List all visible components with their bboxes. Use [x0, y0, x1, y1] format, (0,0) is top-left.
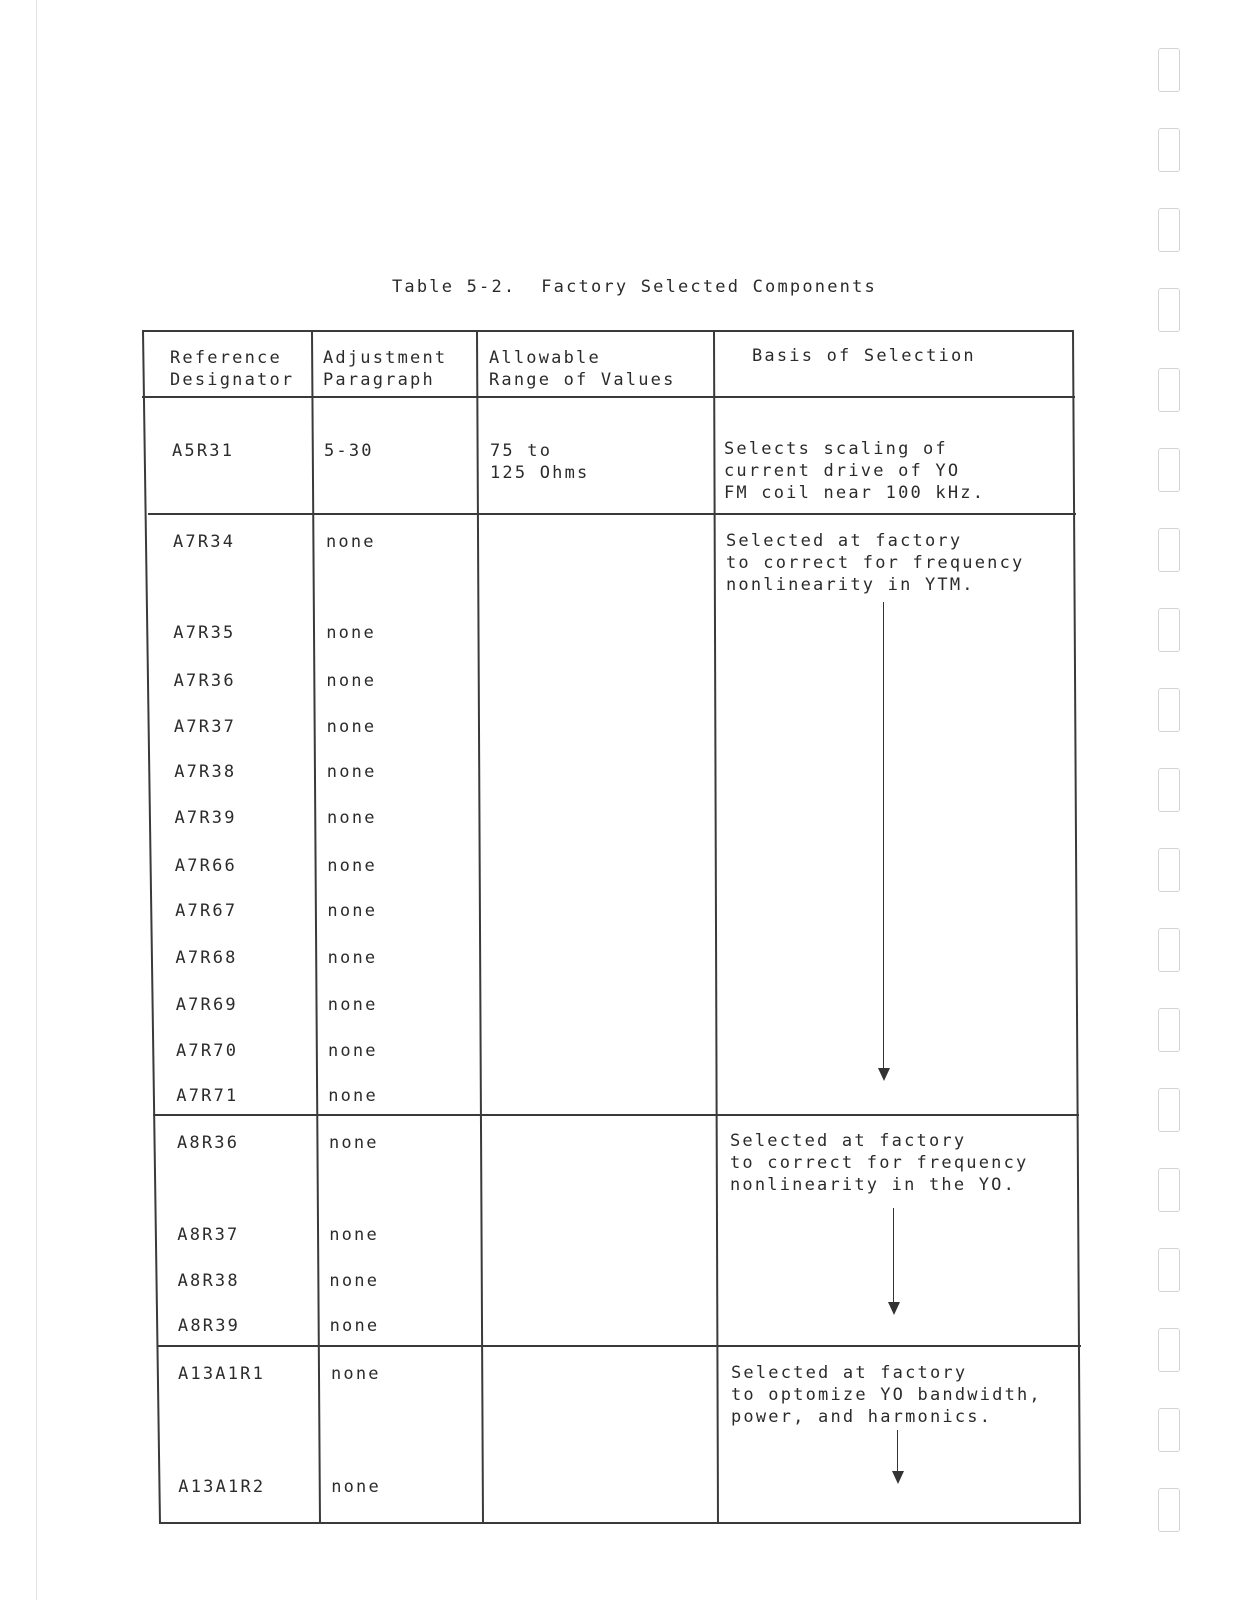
- arrow-group3-head: [888, 1302, 900, 1315]
- adjustment-paragraph-cell: none: [328, 1086, 378, 1106]
- reference-designator-cell: A7R37: [173, 717, 237, 737]
- adjustment-paragraph-cell: none: [327, 901, 378, 921]
- basis-group3: [730, 1130, 1028, 1196]
- basis-g3-line1: Selected at factory: [730, 1131, 967, 1151]
- basis-group2: [726, 530, 1024, 596]
- reference-designator-cell: A7R70: [176, 1041, 239, 1061]
- adjustment-paragraph-cell: none: [329, 1316, 380, 1336]
- adjustment-paragraph-cell: none: [329, 1271, 380, 1291]
- adjustment-paragraph-cell: none: [329, 1133, 379, 1153]
- adjustment-paragraph-cell: none: [326, 532, 376, 552]
- arrow-group2-head: [878, 1068, 890, 1081]
- reference-designator-cell: A8R39: [177, 1316, 241, 1336]
- header-adj-line1: Adjustment: [323, 348, 448, 368]
- adjustment-paragraph-cell: none: [331, 1364, 381, 1384]
- reference-designator-cell: A7R34: [173, 532, 236, 552]
- header-basis-of-selection: Basis of Selection: [752, 346, 976, 366]
- reference-designator-cell: A8R38: [177, 1271, 240, 1291]
- basis-g1-line3: FM coil near 100 kHz.: [724, 483, 986, 503]
- ref-a5r31: A5R31: [172, 441, 235, 461]
- arrow-group4-shaft: [897, 1430, 898, 1472]
- header-ref-line2: Designator: [170, 370, 295, 390]
- header-range-line1: Allowable: [489, 348, 601, 368]
- basis-g1-line2: current drive of YO: [724, 461, 961, 481]
- reference-designator-cell: A13A1R2: [178, 1477, 266, 1497]
- adj-5-30: 5-30: [324, 441, 374, 461]
- reference-designator-cell: A7R71: [176, 1086, 239, 1106]
- adjustment-paragraph-cell: none: [326, 717, 377, 737]
- adjustment-paragraph-cell: none: [326, 762, 377, 782]
- arrow-group2-shaft: [883, 602, 884, 1070]
- reference-designator-cell: A7R35: [173, 623, 236, 643]
- header-adjustment-paragraph: [323, 347, 447, 391]
- reference-designator-cell: A7R68: [175, 948, 238, 968]
- adjustment-paragraph-cell: none: [327, 995, 378, 1015]
- basis-group1: [724, 438, 985, 504]
- basis-group4: [731, 1362, 1042, 1428]
- adjustment-paragraph-cell: none: [327, 856, 377, 876]
- adjustment-paragraph-cell: none: [326, 671, 377, 691]
- reference-designator-cell: A8R37: [177, 1225, 240, 1245]
- header-range-line2: Range of Values: [489, 370, 676, 390]
- adjustment-paragraph-cell: none: [329, 1225, 379, 1245]
- basis-g3-line3: nonlinearity in the YO.: [730, 1175, 1017, 1195]
- arrow-group4-head: [892, 1471, 904, 1484]
- adjustment-paragraph-cell: none: [326, 623, 376, 643]
- adjustment-paragraph-cell: none: [327, 808, 377, 828]
- adjustment-paragraph-cell: none: [328, 1041, 378, 1061]
- basis-g2-line2: to correct for frequency: [726, 553, 1025, 573]
- range-line1: 75 to: [490, 441, 553, 461]
- adjustment-paragraph-cell: none: [327, 948, 378, 968]
- basis-g4-line2: to optomize YO bandwidth,: [731, 1385, 1042, 1405]
- reference-designator-cell: A7R66: [174, 856, 237, 876]
- basis-g1-line1: Selects scaling of: [724, 439, 948, 459]
- header-ref-line1: Reference: [170, 348, 282, 368]
- header-adj-line2: Paragraph: [323, 370, 435, 390]
- reference-designator-cell: A7R67: [175, 901, 238, 921]
- basis-g3-line2: to correct for frequency: [730, 1153, 1029, 1173]
- reference-designator-cell: A7R38: [174, 762, 237, 782]
- basis-g4-line3: power, and harmonics.: [731, 1407, 993, 1427]
- range-value: [490, 440, 589, 484]
- arrow-group3-shaft: [893, 1208, 894, 1303]
- adjustment-paragraph-cell: none: [331, 1477, 381, 1497]
- reference-designator-cell: A7R36: [173, 671, 236, 691]
- range-line2: 125 Ohms: [490, 463, 590, 483]
- basis-g2-line1: Selected at factory: [726, 531, 963, 551]
- basis-g2-line3: nonlinearity in YTM.: [726, 575, 975, 595]
- reference-designator-cell: A7R39: [174, 808, 237, 828]
- reference-designator-cell: A8R36: [177, 1133, 240, 1153]
- basis-g4-line1: Selected at factory: [731, 1363, 968, 1383]
- reference-designator-cell: A13A1R1: [178, 1364, 266, 1384]
- header-allowable-range: [489, 347, 676, 391]
- table-title: Table 5-2. Factory Selected Components: [392, 277, 877, 297]
- reference-designator-cell: A7R69: [175, 995, 238, 1015]
- header-reference-designator: [170, 347, 294, 391]
